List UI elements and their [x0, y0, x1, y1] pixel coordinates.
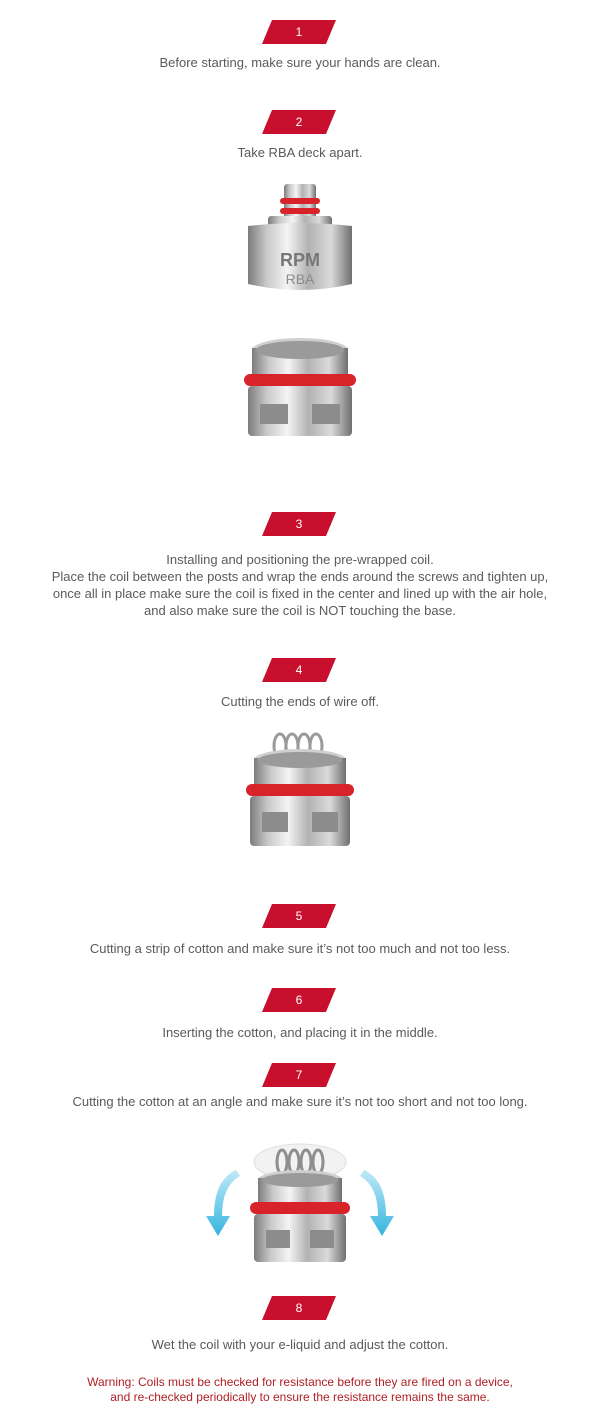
- cotton-wick-image: [200, 1140, 400, 1270]
- step-3-line: once all in place make sure the coil is fixed in the center and lined up with the air hole,: [52, 586, 548, 601]
- step-3-text: [20, 551, 580, 619]
- rba-base-image: [238, 334, 362, 446]
- step-3-line: Installing and positioning the pre-wrapped coil.: [166, 552, 434, 567]
- step-2-text: Take RBA deck apart.: [237, 145, 363, 160]
- step-4-text: Cutting the ends of wire off.: [220, 694, 380, 709]
- step-3-line: Place the coil between the posts and wrap the ends around the screws and tighten up,: [51, 569, 549, 584]
- step-5-text: Cutting a strip of cotton and make sure it’s not too much and not too less.: [89, 941, 511, 956]
- step-7-text: Cutting the cotton at an angle and make sure it’s not too short and not too long.: [72, 1094, 528, 1109]
- rba-label: RBA: [285, 271, 315, 287]
- step-6-number: 6: [295, 993, 303, 1007]
- step-8-text: Wet the coil with your e-liquid and adjust the cotton.: [151, 1337, 449, 1352]
- warning-text: [20, 1375, 580, 1405]
- step-5-badge: [262, 904, 336, 928]
- step-8-badge: [262, 1296, 336, 1320]
- left-arrow-icon: [206, 1170, 240, 1236]
- step-3-badge: [262, 512, 336, 536]
- coiled-base-image: [240, 730, 360, 854]
- step-8-number: 8: [295, 1301, 303, 1315]
- step-2-number: 2: [295, 115, 303, 129]
- step-6-badge: [262, 988, 336, 1012]
- step-6-text: Inserting the cotton, and placing it in the middle.: [162, 1025, 438, 1040]
- warning-line-1: Warning: Coils must be checked for resistance before they are fired on a device,: [87, 1375, 513, 1389]
- step-1-number: 1: [295, 25, 303, 39]
- right-arrow-icon: [360, 1170, 394, 1236]
- step-3-line: and also make sure the coil is NOT touching the base.: [144, 603, 456, 618]
- step-1-text: Before starting, make sure your hands are clean.: [159, 55, 441, 70]
- step-7-number: 7: [295, 1068, 303, 1082]
- step-2-badge: [262, 110, 336, 134]
- rba-top-cap-image: [240, 180, 360, 300]
- warning-line-2: and re-checked periodically to ensure the resistance remains the same.: [110, 1390, 490, 1404]
- step-7-badge: [262, 1063, 336, 1087]
- step-1-badge: [262, 20, 336, 44]
- step-4-badge: [262, 658, 336, 682]
- step-5-number: 5: [295, 909, 303, 923]
- step-3-number: 3: [295, 517, 303, 531]
- rpm-label: RPM: [280, 250, 320, 270]
- step-4-number: 4: [295, 663, 303, 677]
